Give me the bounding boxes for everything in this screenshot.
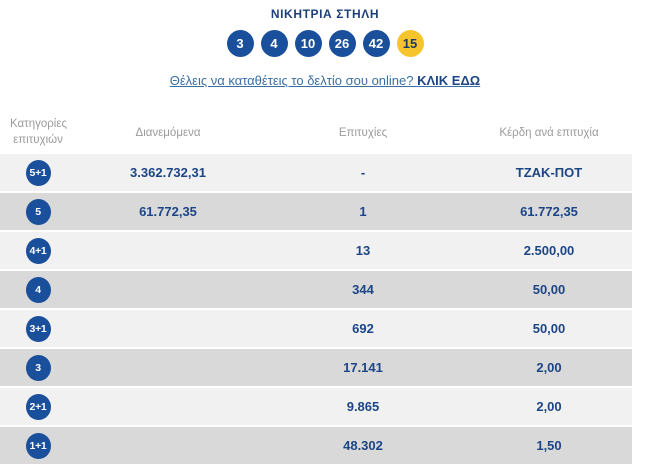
category-badge: 2+1 [26, 394, 51, 420]
table-row [0, 427, 632, 464]
successes-cell: 13 [355, 243, 371, 258]
header-category: Κατηγορίες επιτυχιών [10, 118, 68, 146]
header-successes: Επιτυχίες [338, 127, 388, 139]
winning-number-ball: 42 [363, 30, 390, 57]
winning-number-ball: 4 [261, 30, 288, 57]
play-online-link-text: Θέλεις να καταθέτεις το δελτίο σου online? [169, 73, 418, 88]
winning-column-section [0, 0, 650, 90]
winning-number-ball: 26 [329, 30, 356, 57]
winnings-cell: 50,00 [532, 321, 566, 336]
table-row [0, 271, 632, 308]
successes-cell: 17.141 [343, 360, 383, 375]
table-row [0, 310, 632, 347]
play-online-link[interactable] [170, 73, 480, 88]
prize-categories-table [0, 112, 632, 464]
successes-cell: - [360, 165, 366, 180]
category-badge: 4 [26, 277, 51, 303]
category-badge: 5+1 [26, 160, 51, 186]
successes-cell: 9.865 [346, 399, 380, 414]
winnings-cell: 50,00 [532, 282, 566, 297]
distributed-cell: 3.362.732,31 [130, 165, 206, 180]
winnings-cell: 2,00 [536, 399, 562, 414]
table-row [0, 349, 632, 386]
winnings-cell: 2.500,00 [523, 243, 575, 258]
distributed-cell: 61.772,35 [139, 204, 197, 219]
online-link-wrap [0, 72, 650, 90]
winning-column-title: ΝΙΚΗΤΡΙΑ ΣΤΗΛΗ [270, 7, 380, 21]
winnings-cell: 2,00 [536, 360, 562, 375]
category-badge: 5 [26, 199, 51, 225]
play-online-link-cta: ΚΛΙΚ ΕΔΩ [417, 73, 481, 88]
category-badge: 3 [26, 355, 51, 381]
winnings-cell: ΤΖΑΚ-ΠΟΤ [515, 165, 583, 180]
successes-cell: 692 [352, 321, 374, 336]
successes-cell: 344 [352, 282, 374, 297]
table-row [0, 388, 632, 425]
winning-number-ball: 10 [295, 30, 322, 57]
table-row [0, 154, 632, 191]
table-header-row [0, 112, 632, 154]
winning-number-ball: 3 [227, 30, 254, 57]
category-badge: 4+1 [26, 238, 51, 264]
winning-numbers [0, 30, 650, 57]
successes-cell: 1 [359, 204, 367, 219]
table-row [0, 193, 632, 230]
header-winnings: Κέρδη ανά επιτυχία [499, 127, 599, 139]
bonus-number-ball: 15 [397, 30, 424, 57]
winnings-cell: 1,50 [536, 438, 562, 453]
table-row [0, 232, 632, 269]
category-badge: 1+1 [26, 433, 51, 459]
header-distributed: Διανεμόμενα [135, 127, 201, 139]
category-badge: 3+1 [26, 316, 51, 342]
winnings-cell: 61.772,35 [520, 204, 578, 219]
successes-cell: 48.302 [343, 438, 383, 453]
